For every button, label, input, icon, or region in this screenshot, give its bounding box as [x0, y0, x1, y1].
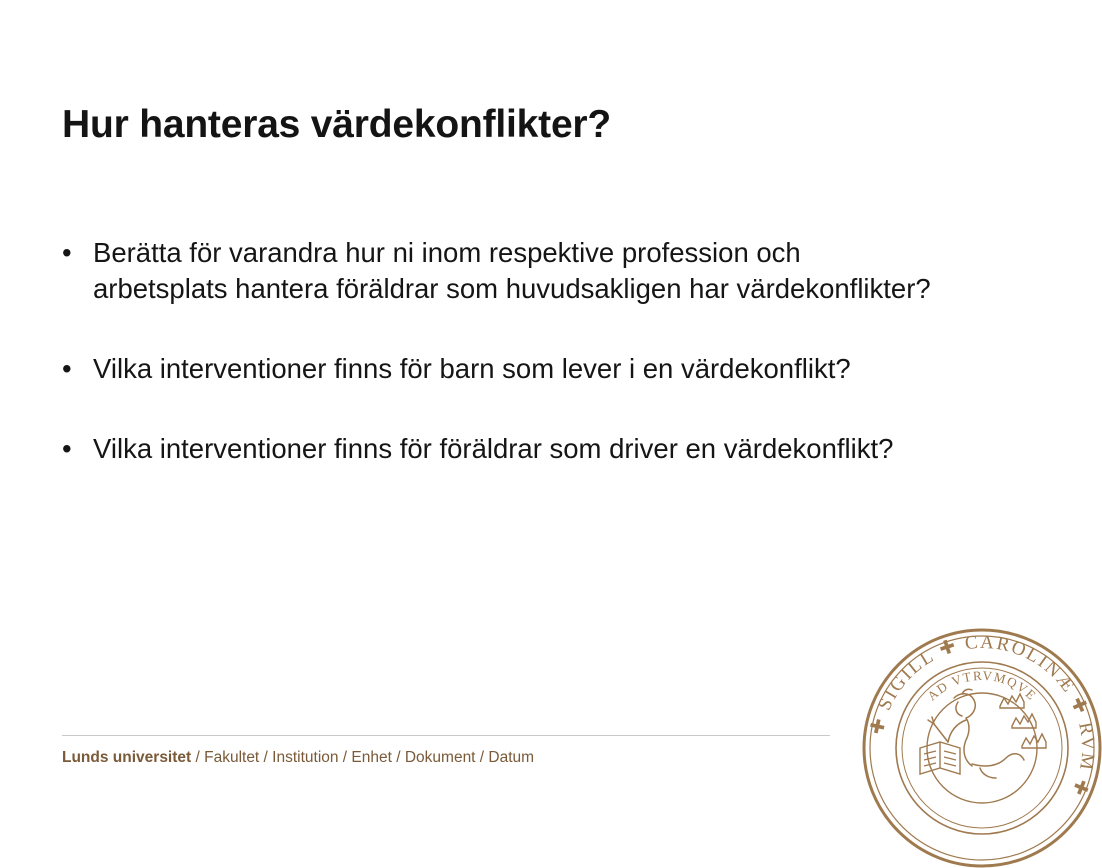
bullet-list [62, 235, 942, 511]
bullet-item [62, 235, 942, 307]
bullet-marker: • [62, 433, 72, 464]
svg-text:✚ SIGILL ✚ CAROLINÆ ✚ RVM ✚: ✚ SIGILL ✚ CAROLINÆ ✚ RVM ✚ [866, 631, 1099, 801]
footer-divider [62, 735, 830, 736]
footer-path: / Fakultet / Institution / Enhet / Dokument / Datum [191, 749, 535, 766]
bullet-item [62, 351, 942, 387]
bullet-item [62, 431, 942, 467]
bullet-text: Berätta för varandra hur ni inom respektive profession och arbetsplats hantera föräldrar som huvudsakligen har värdekonflikter? [93, 237, 931, 304]
bullet-marker: • [62, 237, 72, 268]
bullet-marker: • [62, 353, 72, 384]
university-seal-icon [862, 628, 1102, 868]
bullet-text: Vilka interventioner finns för barn som lever i en värdekonflikt? [93, 353, 851, 384]
svg-text:AD VTRVMQVE: AD VTRVMQVE [924, 667, 1040, 704]
footer [62, 748, 534, 768]
bullet-text: Vilka interventioner finns för föräldrar som driver en värdekonflikt? [93, 433, 894, 464]
slide-title: Hur hanteras värdekonflikter? [62, 103, 612, 146]
footer-organization: Lunds universitet [62, 749, 192, 766]
